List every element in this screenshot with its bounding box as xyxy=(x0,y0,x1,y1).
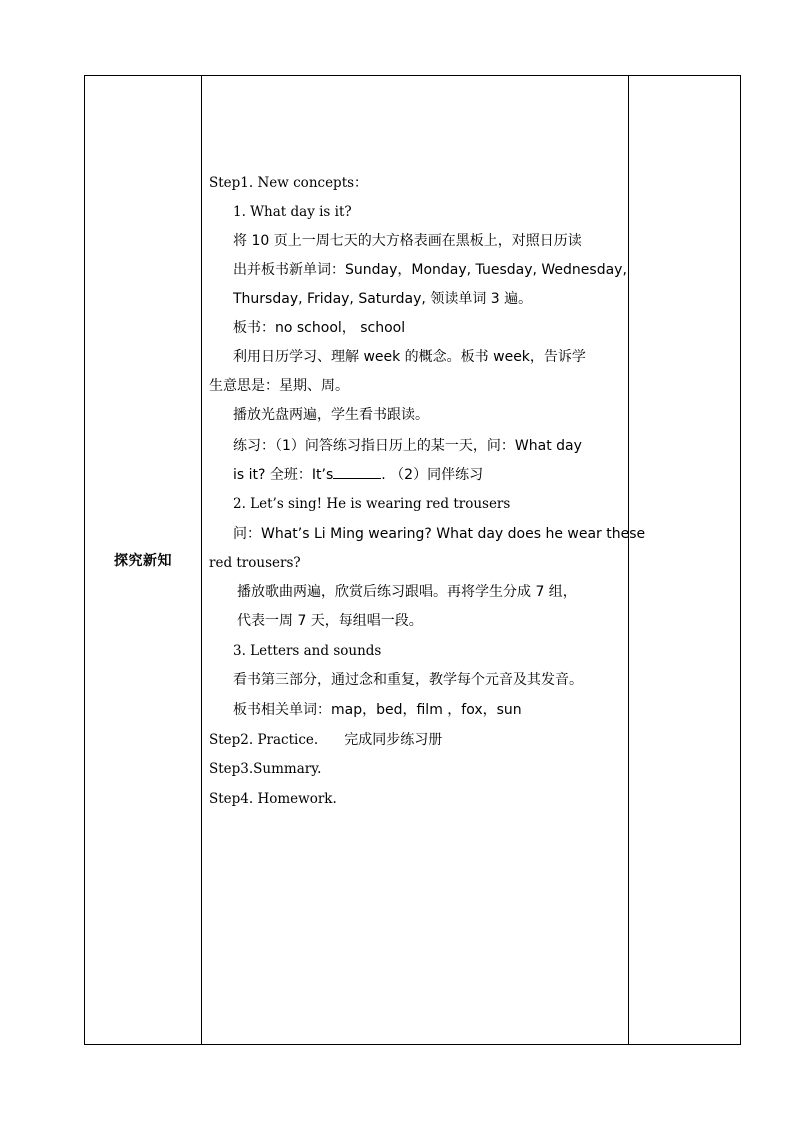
practice-line: 练习：（1）问答练习指日历上的某一天，问：What day xyxy=(233,438,582,454)
instruction-line: 出并板书新单词：Sunday，Monday, Tuesday, Wednesday, xyxy=(233,262,627,278)
step4-heading: Step4. Homework. xyxy=(209,791,337,807)
instruction-line: Thursday, Friday, Saturday, 领读单词 3 遍。 xyxy=(233,291,533,307)
instruction-line: 利用日历学习、理解 week 的概念。板书 week，告诉学 xyxy=(233,349,586,365)
column-divider-1 xyxy=(201,75,202,1045)
practice-text-a: is it? 全班：It’s xyxy=(233,467,334,483)
instruction-line: 播放歌曲两遍，欣赏后练习跟唱。再将学生分成 7 组， xyxy=(237,584,577,600)
question-line: 问：What’s Li Ming wearing? What day does he wear these xyxy=(233,526,646,542)
question-line: red trousers? xyxy=(209,555,301,571)
blackboard-line: 板书：no school， school xyxy=(233,320,406,336)
instruction-line: 播放光盘两遍，学生看书跟读。 xyxy=(233,407,429,423)
step2-label: Step2. Practice. xyxy=(209,732,319,748)
step3-heading: Step3.Summary. xyxy=(209,761,322,777)
step2-heading xyxy=(209,731,442,749)
answer-blank xyxy=(333,466,381,479)
instruction-line: 代表一周 7 天，每组唱一段。 xyxy=(237,613,423,629)
subheading-lets-sing: 2. Let’s sing! He is wearing red trousers xyxy=(233,496,511,512)
step1-heading: Step1. New concepts： xyxy=(209,175,368,191)
section-label-cell xyxy=(85,76,201,1044)
practice-line xyxy=(233,466,483,484)
section-label: 探究新知 xyxy=(114,553,172,569)
instruction-line: 将 10 页上一周七天的大方格表画在黑板上，对照日历读 xyxy=(233,233,582,249)
blackboard-words-line: 板书相关单词：map，bed，film ，fox，sun xyxy=(233,702,522,718)
instruction-line: 生意思是：星期、周。 xyxy=(209,378,349,394)
subheading-what-day: 1. What day is it? xyxy=(233,204,352,220)
subheading-letters-sounds: 3. Letters and sounds xyxy=(233,643,382,659)
remarks-cell xyxy=(629,76,740,1044)
instruction-line: 看书第三部分，通过念和重复，教学每个元音及其发音。 xyxy=(233,672,583,688)
step2-task: 完成同步练习册 xyxy=(344,732,443,748)
practice-text-b: . （2）同伴练习 xyxy=(381,467,484,483)
